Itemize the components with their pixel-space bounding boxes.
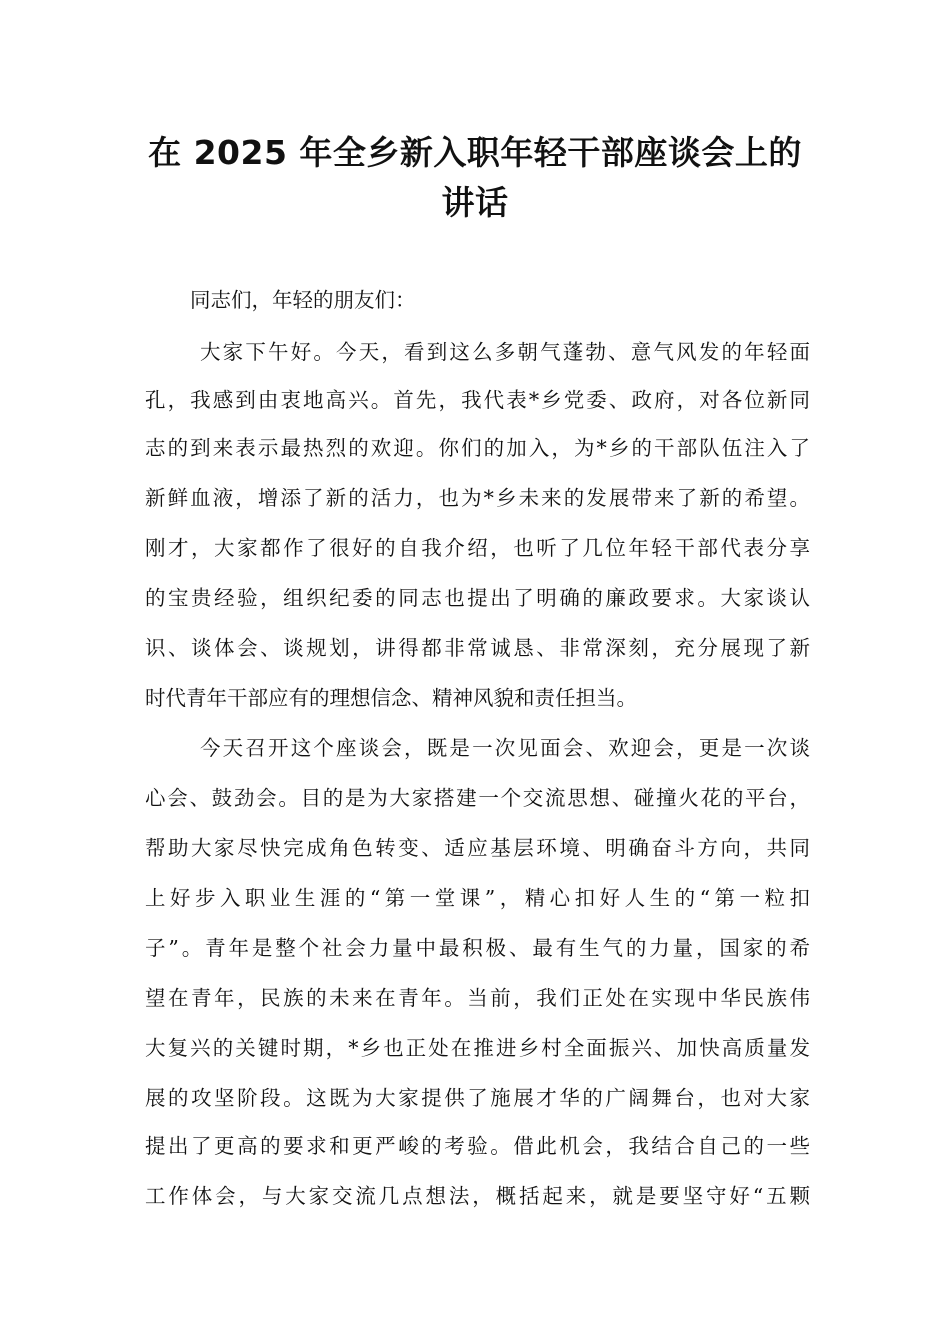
- paragraph-line: 工作体会，与大家交流几点想法，概括起来，就是要坚守好“五颗: [145, 1184, 810, 1208]
- paragraph-line: 帮助大家尽快完成角色转变、适应基层环境、明确奋斗方向，共同: [145, 836, 810, 860]
- paragraph-line: 心会、鼓劲会。目的是为大家搭建一个交流思想、碰撞火花的平台，: [145, 786, 810, 810]
- paragraph-line: 刚才，大家都作了很好的自我介绍，也听了几位年轻干部代表分享: [145, 536, 810, 560]
- paragraph-line: 上好步入职业生涯的“第一堂课”，精心扣好人生的“第一粒扣: [145, 886, 810, 910]
- paragraph-line: 大家下午好。今天，看到这么多朝气蓬勃、意气风发的年轻面: [200, 340, 810, 364]
- document-title: [120, 128, 830, 228]
- paragraph-line: 的宝贵经验，组织纪委的同志也提出了明确的廉政要求。大家谈认: [145, 586, 810, 610]
- title-line-2: 讲话: [441, 183, 509, 222]
- paragraph-line: 孔，我感到由衷地高兴。首先，我代表*乡党委、政府，对各位新同: [145, 388, 810, 412]
- paragraph-line: 志的到来表示最热烈的欢迎。你们的加入，为*乡的干部队伍注入了: [145, 436, 810, 460]
- paragraph-line: 望在青年，民族的未来在青年。当前，我们正处在实现中华民族伟: [145, 986, 810, 1010]
- paragraph-line: 展的攻坚阶段。这既为大家提供了施展才华的广阔舞台，也对大家: [145, 1086, 810, 1110]
- paragraph-line: 识、谈体会、谈规划，讲得都非常诚恳、非常深刻，充分展现了新: [145, 636, 810, 660]
- paragraph-line: 新鲜血液，增添了新的活力，也为*乡未来的发展带来了新的希望。: [145, 486, 810, 510]
- salutation: 同志们，年轻的朋友们：: [190, 288, 416, 312]
- title-line-1: 在 2025 年全乡新入职年轻干部座谈会上的: [148, 133, 802, 172]
- paragraph-line: 提出了更高的要求和更严峻的考验。借此机会，我结合自己的一些: [145, 1134, 810, 1158]
- paragraph-line: 大复兴的关键时期，*乡也正处在推进乡村全面振兴、加快高质量发: [145, 1036, 810, 1060]
- paragraph-line: 时代青年干部应有的理想信念、精神风貌和责任担当。: [145, 686, 637, 710]
- paragraph-line: 子”。青年是整个社会力量中最积极、最有生气的力量，国家的希: [145, 936, 810, 960]
- paragraph-line: 今天召开这个座谈会，既是一次见面会、欢迎会，更是一次谈: [200, 736, 810, 760]
